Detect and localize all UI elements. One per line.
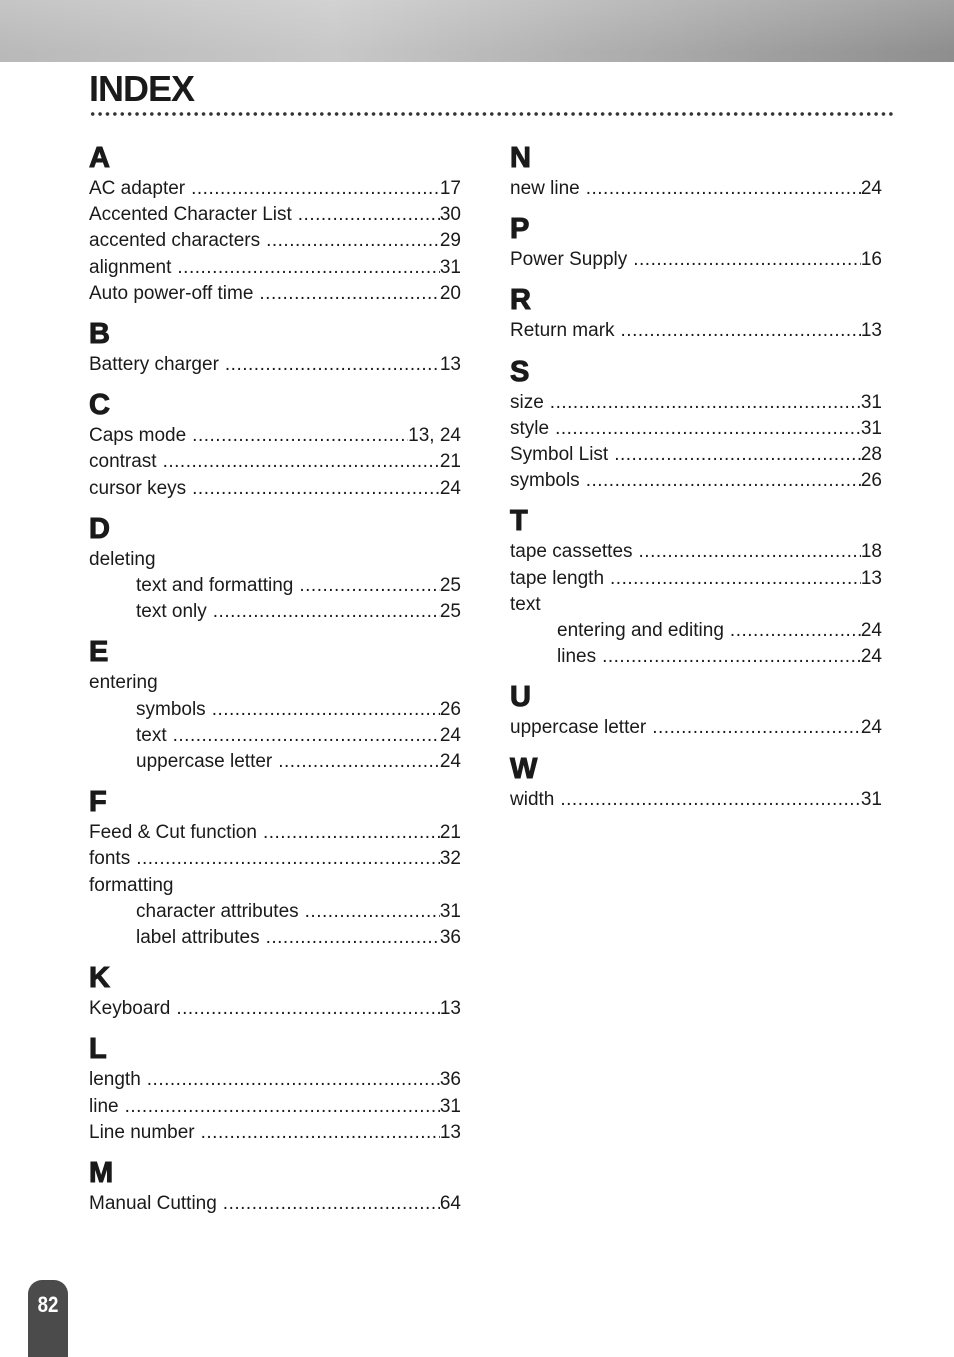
header-band	[0, 0, 954, 62]
dot-leader	[213, 599, 440, 625]
index-section-u	[510, 679, 882, 741]
dot-leader	[212, 697, 440, 723]
entry-page-ref: 26	[439, 698, 461, 720]
index-subentry	[89, 899, 461, 925]
dot-leader	[305, 899, 440, 925]
index-subentry	[89, 599, 461, 625]
index-section-p	[510, 211, 882, 273]
index-entry	[89, 670, 461, 696]
entry-term: Power Supply	[510, 249, 628, 271]
section-letter: T	[510, 505, 528, 538]
section-letter: K	[89, 962, 110, 995]
index-section-l	[89, 1031, 461, 1146]
dot-leader	[278, 749, 440, 775]
dot-leader	[225, 352, 440, 378]
dot-leader	[560, 787, 861, 813]
entry-page-ref: 36	[439, 927, 461, 949]
section-letter: E	[89, 636, 109, 669]
dot-leader	[136, 846, 440, 872]
entry-page-ref: 13, 24	[408, 425, 461, 447]
entry-page-ref: 31	[860, 417, 882, 439]
index-subentry	[89, 749, 461, 775]
dot-leader	[259, 281, 439, 307]
dot-leader	[299, 573, 439, 599]
entry-term: tape length	[510, 567, 605, 589]
index-section-k	[89, 960, 461, 1022]
index-entry	[510, 247, 882, 273]
dot-leader	[586, 468, 861, 494]
index-entry	[89, 281, 461, 307]
index-entry	[510, 318, 882, 344]
entry-term: uppercase letter	[510, 717, 647, 739]
dot-leader	[125, 1094, 440, 1120]
index-entry	[510, 539, 882, 565]
index-entry	[89, 873, 461, 899]
entry-term: formatting	[89, 874, 174, 896]
index-section-w	[510, 751, 882, 813]
dot-leader	[614, 442, 861, 468]
entry-page-ref: 24	[860, 717, 882, 739]
entry-page-ref: 24	[439, 477, 461, 499]
entry-page-ref: 31	[439, 900, 461, 922]
entry-page-ref: 17	[439, 178, 461, 199]
index-entry	[89, 352, 461, 378]
index-subentry	[89, 697, 461, 723]
section-letter: D	[89, 512, 110, 545]
dot-leader	[633, 247, 861, 273]
dot-leader	[192, 476, 440, 502]
dot-leader	[173, 723, 440, 749]
entry-term: Keyboard	[89, 998, 171, 1020]
entry-term: character attributes	[136, 900, 299, 922]
section-letter: L	[89, 1033, 107, 1066]
entry-page-ref: 21	[439, 451, 461, 473]
index-section-f	[89, 784, 461, 951]
index-entry	[89, 202, 461, 228]
entry-term: uppercase letter	[136, 751, 273, 773]
index-entry	[89, 1191, 461, 1217]
section-letter: W	[510, 752, 538, 785]
index-entry	[510, 566, 882, 592]
section-letter: B	[89, 318, 110, 351]
entry-term: symbols	[510, 470, 580, 492]
dot-leader	[263, 820, 440, 846]
dot-leader	[191, 176, 440, 202]
entry-term: text only	[136, 601, 207, 623]
dot-leader	[652, 715, 861, 741]
dot-leader	[298, 202, 440, 228]
entry-term: Battery charger	[89, 354, 219, 376]
index-section-s	[510, 354, 882, 495]
index-section-a	[89, 140, 461, 307]
entry-term: Symbol List	[510, 444, 609, 466]
entry-term: size	[510, 391, 544, 413]
index-subentry	[510, 644, 882, 670]
dot-leader	[610, 566, 861, 592]
index-subentry	[510, 618, 882, 644]
entry-term: text and formatting	[136, 575, 294, 597]
dot-leader	[266, 228, 440, 254]
entry-page-ref: 13	[439, 1121, 461, 1143]
index-entry	[89, 1094, 461, 1120]
entry-term: lines	[557, 646, 597, 668]
entry-page-ref: 64	[439, 1193, 461, 1215]
dot-leader	[555, 416, 861, 442]
index-section-e	[89, 634, 461, 775]
entry-page-ref: 20	[439, 282, 461, 304]
entry-page-ref: 30	[439, 204, 461, 226]
dot-leader	[602, 644, 861, 670]
entry-term: entering	[89, 672, 158, 694]
index-entry	[510, 390, 882, 416]
entry-term: line	[89, 1095, 119, 1117]
entry-term: label attributes	[136, 927, 260, 949]
dot-leader	[163, 449, 440, 475]
entry-page-ref: 24	[439, 724, 461, 746]
index-entry	[89, 846, 461, 872]
entry-term: Accented Character List	[89, 204, 292, 226]
index-subentry	[89, 573, 461, 599]
entry-page-ref: 18	[860, 541, 882, 563]
index-entry	[89, 423, 461, 449]
dot-leader	[730, 618, 861, 644]
section-letter: R	[510, 284, 531, 317]
entry-term: accented characters	[89, 230, 261, 252]
section-letter: M	[89, 1157, 114, 1190]
dot-leader	[223, 1191, 440, 1217]
entry-term: Feed & Cut function	[89, 822, 257, 844]
entry-term: style	[510, 417, 550, 439]
entry-term: Caps mode	[89, 425, 187, 447]
index-entry	[89, 1067, 461, 1093]
index-entry	[510, 416, 882, 442]
entry-term: Manual Cutting	[89, 1193, 217, 1215]
index-column-right	[510, 140, 882, 822]
page-number: 82	[37, 1292, 59, 1317]
index-section-b	[89, 316, 461, 378]
dot-leader	[550, 390, 861, 416]
index-entry	[89, 1120, 461, 1146]
entry-term: deleting	[89, 548, 156, 570]
index-entry	[89, 996, 461, 1022]
index-section-n	[510, 140, 882, 202]
index-entry	[510, 715, 882, 741]
entry-term: Return mark	[510, 320, 615, 342]
entry-page-ref: 31	[439, 1095, 461, 1117]
index-entry	[510, 468, 882, 494]
index-entry	[89, 547, 461, 573]
entry-term: contrast	[89, 451, 157, 473]
entry-page-ref: 24	[860, 646, 882, 668]
index-section-c	[89, 387, 461, 502]
entry-page-ref: 24	[860, 620, 882, 642]
entry-page-ref: 31	[439, 256, 461, 278]
section-letter: F	[89, 786, 107, 819]
entry-term: Auto power-off time	[89, 282, 254, 304]
index-entry	[510, 592, 882, 618]
section-letter: A	[89, 142, 110, 174]
entry-term: entering and editing	[557, 620, 724, 642]
section-letter: N	[510, 142, 531, 174]
entry-page-ref: 31	[860, 788, 882, 810]
index-entry	[89, 820, 461, 846]
dot-leader	[621, 318, 861, 344]
entry-page-ref: 13	[860, 567, 882, 589]
entry-page-ref: 13	[860, 320, 882, 342]
entry-page-ref: 21	[439, 822, 461, 844]
entry-page-ref: 24	[860, 178, 882, 199]
entry-term: new line	[510, 178, 580, 199]
entry-term: cursor keys	[89, 477, 187, 499]
entry-page-ref: 13	[439, 998, 461, 1020]
entry-term: AC adapter	[89, 178, 186, 199]
dot-leader	[266, 925, 440, 951]
index-column-left	[89, 140, 461, 1226]
index-entry	[89, 228, 461, 254]
index-section-r	[510, 282, 882, 344]
entry-term: symbols	[136, 698, 206, 720]
entry-term: fonts	[89, 848, 131, 870]
entry-term: length	[89, 1069, 141, 1091]
index-entry	[510, 442, 882, 468]
dot-leader	[192, 423, 408, 449]
entry-page-ref: 13	[439, 354, 461, 376]
dot-leader	[639, 539, 861, 565]
index-section-m	[89, 1155, 461, 1217]
entry-page-ref: 25	[439, 601, 461, 623]
entry-term: alignment	[89, 256, 172, 278]
index-entry	[89, 255, 461, 281]
section-letter: S	[510, 355, 530, 388]
dot-leader	[176, 996, 440, 1022]
entry-page-ref: 36	[439, 1069, 461, 1091]
index-entry	[89, 449, 461, 475]
section-letter: P	[510, 213, 530, 246]
index-subentry	[89, 723, 461, 749]
entry-term: tape cassettes	[510, 541, 633, 563]
entry-term: text	[510, 593, 541, 615]
index-section-t	[510, 503, 882, 670]
entry-term: text	[136, 724, 167, 746]
entry-page-ref: 26	[860, 470, 882, 492]
dot-leader	[586, 176, 861, 202]
entry-page-ref: 31	[860, 391, 882, 413]
dot-leader	[201, 1120, 440, 1146]
entry-page-ref: 28	[860, 444, 882, 466]
index-subentry	[89, 925, 461, 951]
section-letter: U	[510, 681, 531, 714]
index-entry	[89, 176, 461, 202]
entry-page-ref: 29	[439, 230, 461, 252]
index-entry	[510, 787, 882, 813]
entry-term: width	[510, 788, 555, 810]
entry-page-ref: 16	[860, 249, 882, 271]
index-section-d	[89, 511, 461, 626]
index-entry	[510, 176, 882, 202]
page-title: INDEX	[89, 68, 195, 109]
section-letter: C	[89, 389, 110, 422]
entry-page-ref: 25	[439, 575, 461, 597]
index-entry	[89, 476, 461, 502]
title-divider	[89, 111, 895, 117]
entry-term: Line number	[89, 1121, 195, 1143]
dot-leader	[147, 1067, 440, 1093]
entry-page-ref: 32	[439, 848, 461, 870]
entry-page-ref: 24	[439, 751, 461, 773]
dot-leader	[177, 255, 439, 281]
